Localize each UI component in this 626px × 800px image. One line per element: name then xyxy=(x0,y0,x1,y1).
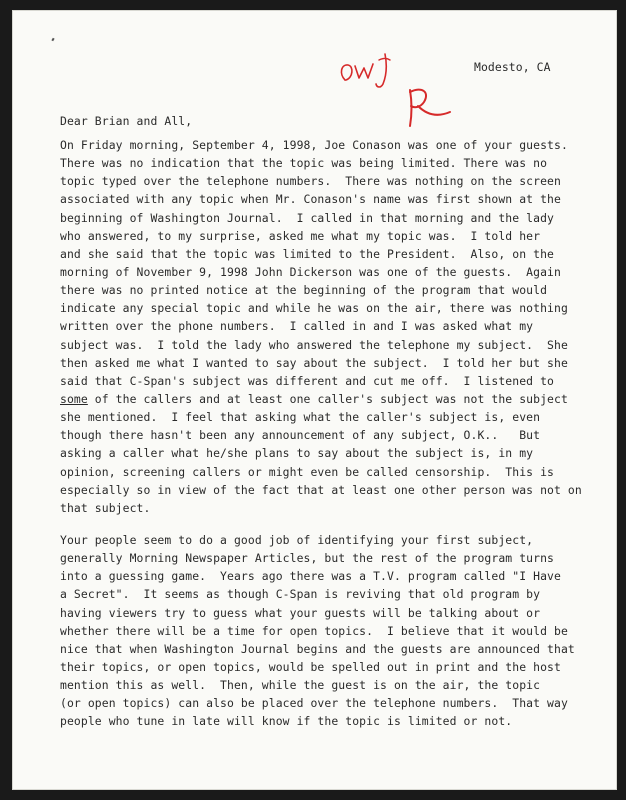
letter-line: generally Morning Newspaper Articles, but the rest of the program turns xyxy=(60,551,554,566)
letter-line: On Friday morning, September 4, 1998, Joe Conason was one of your guests. xyxy=(60,138,568,152)
letter-line: nice that when Washington Journal begins and the guests are announced that xyxy=(60,641,575,656)
letter-line: written over the phone numbers. I called in and I was asked what my xyxy=(60,319,534,334)
underlined-word: some xyxy=(60,391,88,406)
sender-location: Modesto, CA xyxy=(474,60,551,74)
letter-line: associated with any topic when Mr. Conason's name was first shown at the xyxy=(60,192,561,207)
letter-line: though there hasn't been any announcement of any subject, O.K.. But xyxy=(60,428,541,443)
letter-line: Your people seem to do a good job of identifying your first subject, xyxy=(60,533,534,547)
letter-line: a Secret". It seems as though C-Span is reviving that old program by xyxy=(60,587,541,602)
letter-line: their topics, or open topics, would be spelled out in print and the host xyxy=(60,659,561,674)
letter-line: then asked me what I wanted to say about the subject. I told her but she xyxy=(60,355,568,370)
letter-line: especially so in view of the fact that at least one other person was not on xyxy=(60,482,582,497)
letter-line: there was no printed notice at the beginning of the program that would xyxy=(60,283,548,298)
letter-line: said that C-Span's subject was different and cut me off. I listened to xyxy=(60,373,554,388)
letter-line: and she said that the topic was limited to the President. Also, on the xyxy=(60,246,554,261)
letter-line: she mentioned. I feel that asking what the caller's subject is, even xyxy=(60,410,541,425)
letter-line: mention this as well. Then, while the guest is on the air, the topic xyxy=(60,678,541,693)
paper-speck xyxy=(51,38,54,42)
letter-line: (or open topics) can also be placed over the telephone numbers. That way xyxy=(60,696,568,711)
letter-line: indicate any special topic and while he was on the air, there was nothing xyxy=(60,301,568,316)
letter-line: asking a caller what he/she plans to say about the subject is, in my xyxy=(60,446,534,461)
letter-line: who answered, to my surprise, asked me what my topic was. I told her xyxy=(60,228,541,243)
letter-line: morning of November 9, 1998 John Dickerson was one of the guests. Again xyxy=(60,264,561,279)
letter-line: whether there will be a time for open topics. I believe that it would be xyxy=(60,623,568,638)
letter-line: having viewers try to guess what your guests will be talking about or xyxy=(60,605,541,620)
letter-line: some of the callers and at least one caller's subject was not the subject xyxy=(60,391,568,406)
letter-line: beginning of Washington Journal. I called in that morning and the lady xyxy=(60,210,554,225)
salutation: Dear Brian and All, xyxy=(60,114,193,128)
letter-paragraph-2 xyxy=(60,531,575,731)
handwritten-r-mark xyxy=(404,84,456,130)
letter-page xyxy=(12,10,617,790)
letter-line: that subject. xyxy=(60,500,151,515)
letter-line: topic typed over the telephone numbers. There was nothing on the screen xyxy=(60,174,561,189)
letter-line: opinion, screening callers or might even be called censorship. This is xyxy=(60,464,554,479)
letter-paragraph-1 xyxy=(60,136,582,517)
letter-line: people who tune in late will know if the topic is limited or not. xyxy=(60,714,513,729)
letter-line: There was no indication that the topic was being limited. There was no xyxy=(60,156,548,171)
letter-line: subject was. I told the lady who answered the telephone my subject. She xyxy=(60,337,568,352)
letter-line: into a guessing game. Years ago there was a T.V. program called "I Have xyxy=(60,569,561,584)
